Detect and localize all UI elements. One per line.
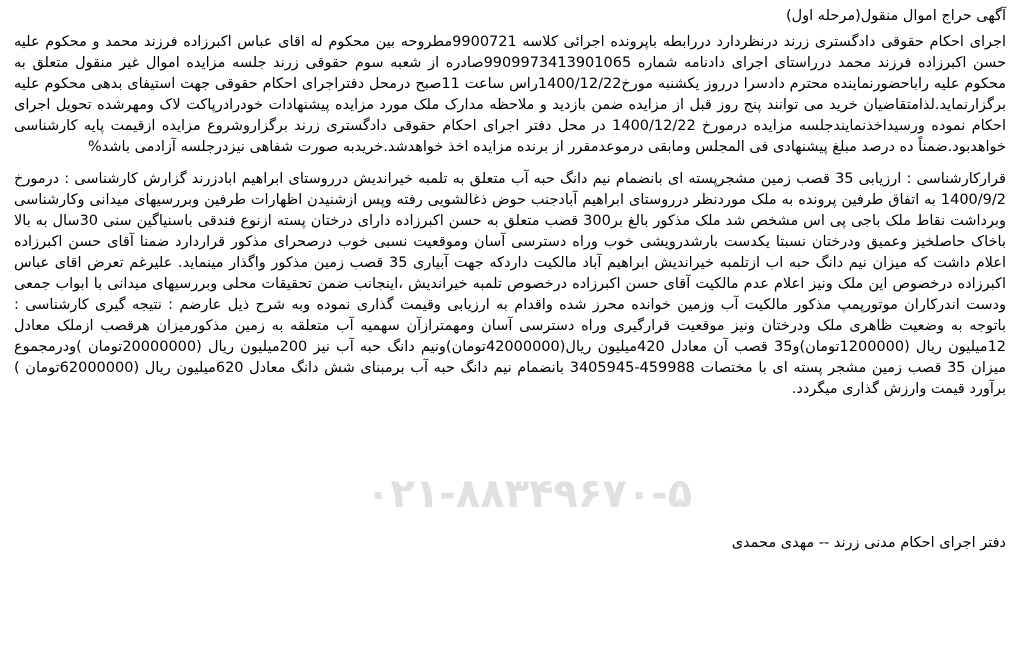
- notice-title: آگهی حراج اموال منقول(مرحله اول): [785, 8, 1006, 24]
- notice-signature: دفتر اجرای احکام مدنی زرند -- مهدی محمدی: [731, 535, 1006, 551]
- auction-notice: [14, 6, 1010, 400]
- notice-paragraph-expert-appraisal: قرارکارشناسی : ارزیابی 35 قصب زمین مشجرپسته ای بانضمام نیم دانگ حبه آب متعلق به تلمبه خیراندیش درروستای ابراهیم ابادزرند گزارش کارشناسی : درمورخ 1400/9/2 به اتفاق طرفین پرونده به ملک موردنظر درروستای ابراهیم آبادجنب حوض ذغالشویی رفته وپس ازشنیدن اظهارات طرفین وبررسیهای میدانی وکارشناسی وبرداشت نقاط ملک باجی پی اس مشخص شد ملک مذکور بالغ بر300 قصب متعلق به حسن اکبرزاده دارای درختان پسته ازنوع فندقی باسنیاگین سنی 30سال به بالا باخاک حاصلخیز وعمیق ودرختان نسبتا یکدست بارشدرویشی خوب وراه دسترسی آسان وموقعیت نسبی خوب درصحرای مذکور قراردارد ضمنا آقای حسن اکبرزاده اعلام داشت که میزان نیم دانگ حبه اب ازتلمبه خیراندیش ابراهیم آباد مالکیت داردکه جهت آبیاری 35 قصب زمین مذکور واگذار مینماید. علیرغم تعرض اقای عباس اکبرزاده درخصوص این ملک ونیز اعلام عدم مالکیت آقای حسن اکبرزاده درخصوص تلمبه خیراندیش ،اینجانب ضمن تحقیقات محلی وبررسیهای میدانی با ابواب جمعی ودست اندرکاران موتورپمپ مذکور مالکیت آب وزمین خوانده محرز شده واقدام به ارزیابی وقیمت گذاری نموده وبه شرح ذیل عارضم : نتیجه گیری کارشناسی : باتوجه به وضعیت ظاهری ملک ودرختان ونیز موقعیت قرارگیری وراه دسترسی آسان ومهمترازآن سهمیه آب متعلقه به زمین مذکورمیزان هرقصب ازملک معادل 12میلیون ریال (1200000تومان)و35 قصب آن معادل 420میلیون ریال(42000000تومان)ونیم دانگ حبه آب نیز 200میلیون ریال (20000000تومان )ودرمجموع میزان 35 قصب زمین مشجر پسته ای با مختصات 459988-3405945 بانضمام نیم دانگ حبه آب برمبنای شش دانگ معادل 620میلیون ریال (62000000تومان ) برآورد قیمت وارزش گذاری میگردد.: [14, 171, 1007, 397]
- notice-paragraph-auction-details: اجرای احکام حقوقی دادگستری زرند درنظردارد دررابطه باپرونده اجرائی کلاسه 9900721مطروحه بین محکوم له اقای عباس اکبرزاده فرزند محمد و محکوم علیه حسن اکبرزاده فرزند محمد درراستای اجرای دادنامه شماره 9909973413901065صادره از شعبه سوم حقوقی زرند جلسه مزایده اموال غیر منقول متعلق به محکوم علیه راباحضورنماینده محترم دادسرا درروز یکشنبه مورخ1400/12/22راس ساعت 11صبح درمحل دفتراجرای احکام حقوقی جهت استیفای بدهی محکوم علیه برگزارنماید.لذامتقاضیان خرید می توانند پنج روز قبل از مزایده ضمن بازدید و ملاحظه مدارک ملک مورد مزایده پیشنهادات خودرادرپاکت لاک ومهرشده تحویل اجرای احکام نموده ورسیداخذنمایندجلسه مزایده درمورخ 1400/12/22 در محل دفتر اجرای احکام حقوقی دادگستری زرند برگزاروشروع مزایده ازقیمت پایه کارشناسی خواهدبود.ضمناً ده درصد مبلغ پیشنهادی فی المجلس ومابقی درموعدمقرر از برنده مزایده اخذ خواهدشد.خریدبه صورت شفاهی نیزدرجلسه آزادمی باشد%: [14, 34, 1006, 155]
- phone-watermark: ۰۲۱-۸۸۳۴۹۶۷۰-۵: [366, 471, 693, 517]
